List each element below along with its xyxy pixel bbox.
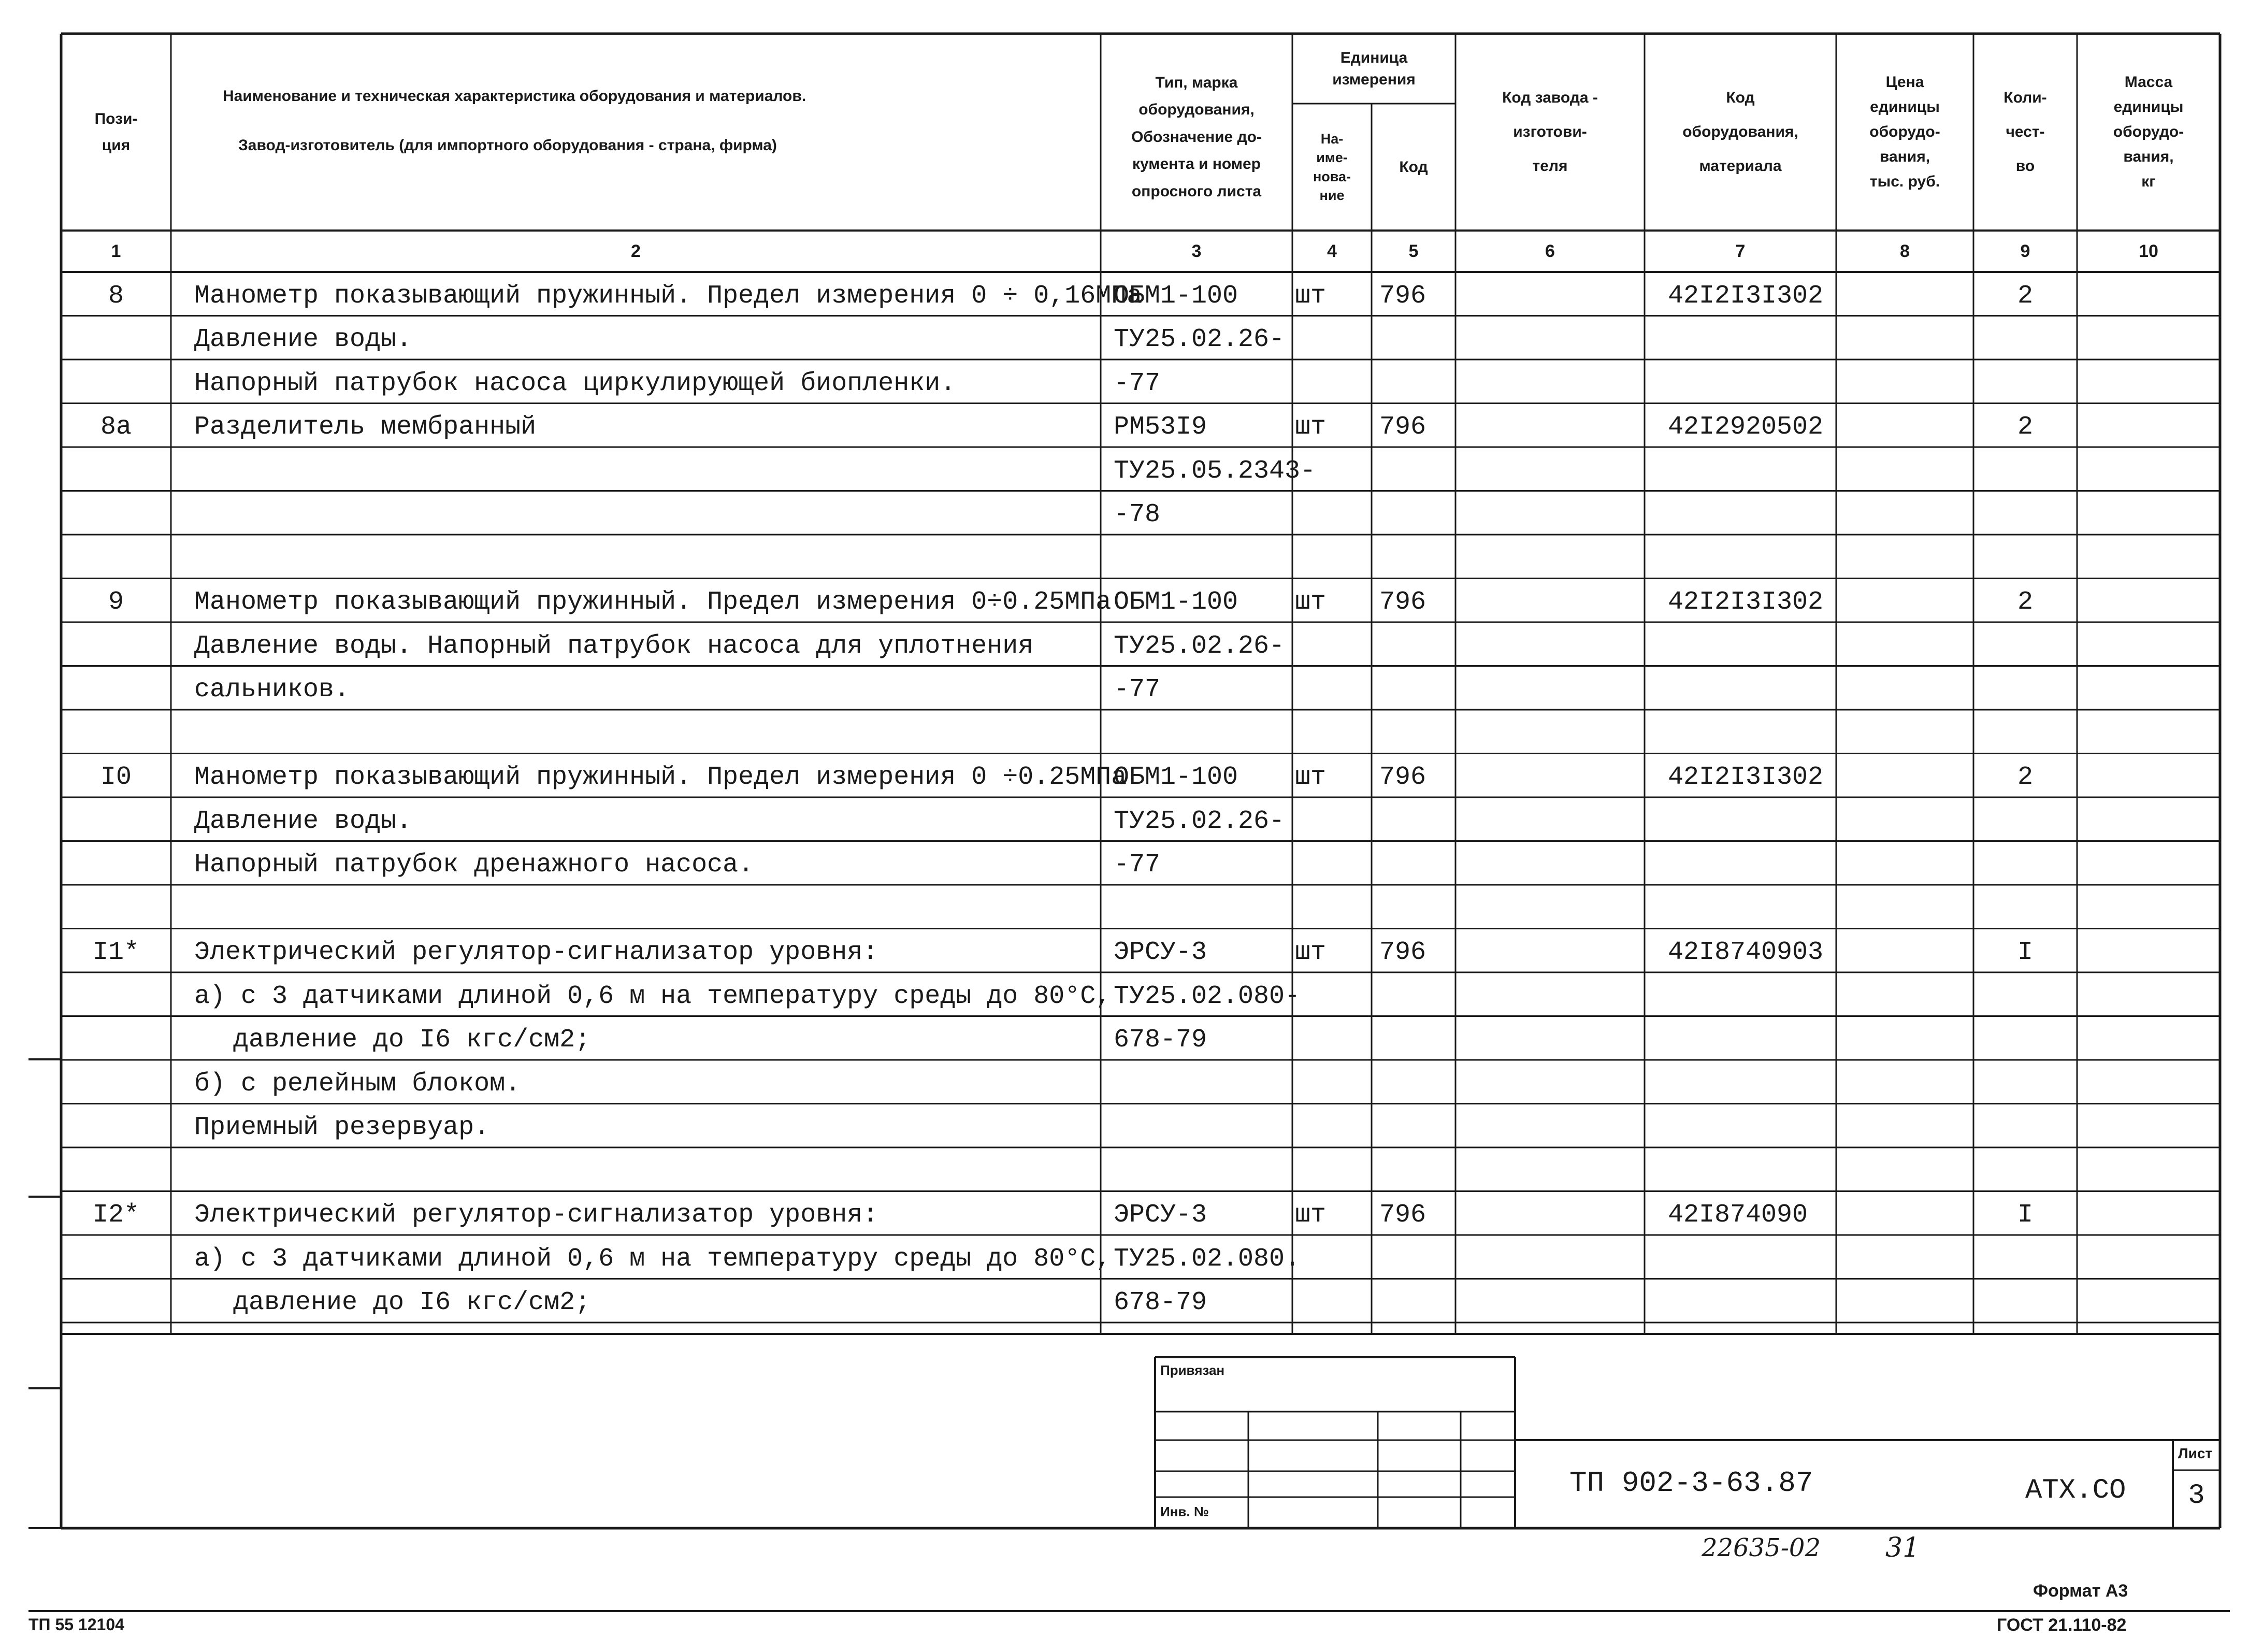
header-name: Наименование и техническая характеристика оборудования и материалов.: [223, 88, 806, 105]
row-type: ЭРСУ-3: [1114, 1200, 1207, 1230]
row-unit-code: 796: [1379, 587, 1426, 617]
row-name: Разделитель мембранный: [194, 412, 537, 442]
document-code: ТП 902-3-63.87: [1569, 1467, 1813, 1500]
header-quantity: Коли- чест- во: [2003, 89, 2047, 175]
column-number: 6: [1545, 241, 1555, 261]
row-unit-code: 796: [1379, 1200, 1426, 1230]
row-position: 8: [108, 281, 124, 311]
row-type: ТУ25.02.080-: [1114, 981, 1301, 1011]
header-equipment-code: Код оборудования, материала: [1682, 89, 1798, 175]
header-unit-code: Код: [1399, 159, 1428, 176]
column-number: 5: [1408, 241, 1419, 261]
row-quantity: 2: [2017, 281, 2033, 311]
row-name: а) с 3 датчиками длиной 0,6 м на температуру среды до 80°С,: [194, 1244, 1112, 1274]
row-type: ОБМ1-100: [1114, 763, 1238, 792]
row-position: 8а: [100, 412, 132, 442]
row-type: ТУ25.02.26-: [1114, 631, 1285, 661]
row-position: I2*: [92, 1200, 139, 1230]
header-unit-mass: Масса единицы оборудо- вания, кг: [2113, 74, 2184, 190]
row-unit: шт: [1295, 763, 1327, 792]
row-type: РМ53I9: [1114, 412, 1207, 442]
column-number: 4: [1327, 241, 1337, 261]
stamp-attached-label: Привязан: [1160, 1362, 1225, 1378]
header-unit-name: На- име- нова- ние: [1313, 131, 1351, 203]
row-unit: шт: [1295, 281, 1327, 311]
row-name: б) с релейным блоком.: [194, 1069, 521, 1099]
row-position: I1*: [92, 938, 139, 967]
stamp-inventory-label: Инв. №: [1160, 1504, 1209, 1519]
row-equipment-code: 42I2I3I302: [1668, 281, 1824, 311]
column-number: 2: [631, 241, 641, 261]
handwritten-number: 22635-02: [1702, 1533, 1821, 1562]
header-position: Пози- ция: [94, 110, 138, 154]
row-unit-code: 796: [1379, 938, 1426, 967]
row-type: -77: [1114, 850, 1161, 880]
row-name: Давление воды. Напорный патрубок насоса для уплотнения: [194, 631, 1034, 661]
row-quantity: I: [2017, 938, 2033, 967]
row-type: -78: [1114, 500, 1161, 529]
row-equipment-code: 42I874090: [1668, 1200, 1808, 1230]
header-manufacturer: Завод-изготовитель (для импортного оборудования - страна, фирма): [238, 137, 777, 154]
row-quantity: 2: [2017, 412, 2033, 442]
row-equipment-code: 42I2I3I302: [1668, 587, 1824, 617]
row-type: 678-79: [1114, 1288, 1207, 1317]
header-type: Тип, марка оборудования, Обозначение до- кумента и номер опросного листа: [1131, 74, 1262, 200]
row-name: Манометр показывающий пружинный. Предел измерения 0 ÷ 0,16МПа: [194, 281, 1143, 311]
row-type: ТУ25.02.26-: [1114, 325, 1285, 354]
row-unit-code: 796: [1379, 412, 1426, 442]
row-quantity: 2: [2017, 763, 2033, 792]
row-name: Напорный патрубок насоса циркулирующей биопленки.: [194, 368, 956, 398]
row-position: 9: [108, 587, 124, 617]
row-unit: шт: [1295, 587, 1327, 617]
column-number: 1: [111, 241, 121, 261]
header-unit-price: Цена единицы оборудо- вания, тыс. руб.: [1869, 74, 1940, 190]
row-name: Давление воды.: [194, 806, 412, 836]
row-type: ОБМ1-100: [1114, 587, 1238, 617]
sheet-label: Лист: [2178, 1445, 2213, 1461]
row-name: Напорный патрубок дренажного насоса.: [194, 850, 754, 880]
row-equipment-code: 42I2I3I302: [1668, 763, 1824, 792]
row-name: давление до I6 кгс/см2;: [233, 1025, 591, 1055]
row-unit-code: 796: [1379, 763, 1426, 792]
row-unit-code: 796: [1379, 281, 1426, 311]
column-number: 8: [1900, 241, 1910, 261]
header-unit-group: Единица измерения: [1332, 49, 1416, 88]
row-name: Приемный резервуар.: [194, 1113, 490, 1142]
format-label: Формат А3: [2033, 1581, 2128, 1601]
row-type: ЭРСУ-3: [1114, 938, 1207, 967]
row-type: ТУ25.02.080.: [1114, 1244, 1301, 1274]
row-type: ТУ25.05.2343-: [1114, 456, 1316, 486]
row-unit: шт: [1295, 1200, 1327, 1230]
row-name: Давление воды.: [194, 325, 412, 354]
row-name: Манометр показывающий пружинный. Предел измерения 0 ÷0.25МПа: [194, 763, 1127, 792]
row-quantity: I: [2017, 1200, 2033, 1230]
row-quantity: 2: [2017, 587, 2033, 617]
column-number: 10: [2139, 241, 2158, 261]
column-number: 3: [1191, 241, 1202, 261]
document-mark: АТХ.СО: [2025, 1475, 2126, 1506]
sheet-number: 3: [2188, 1480, 2205, 1512]
footer-gost: ГОСТ 21.110-82: [1997, 1615, 2127, 1635]
row-unit: шт: [1295, 412, 1327, 442]
row-unit: шт: [1295, 938, 1327, 967]
row-name: а) с 3 датчиками длиной 0,6 м на температуру среды до 80°С,: [194, 981, 1112, 1011]
row-type: ТУ25.02.26-: [1114, 806, 1285, 836]
row-position: I0: [100, 763, 132, 792]
column-number: 9: [2020, 241, 2030, 261]
row-name: Электрический регулятор-сигнализатор уровня:: [194, 1200, 878, 1230]
footer-left-code: ТП 55 12104: [28, 1615, 124, 1634]
row-equipment-code: 42I2920502: [1668, 412, 1824, 442]
row-type: ОБМ1-100: [1114, 281, 1238, 311]
row-name: Манометр показывающий пружинный. Предел измерения 0÷0.25МПа: [194, 587, 1112, 617]
column-number: 7: [1735, 241, 1746, 261]
row-name: Электрический регулятор-сигнализатор уровня:: [194, 938, 878, 967]
handwritten-page: 31: [1885, 1532, 1920, 1563]
row-type: 678-79: [1114, 1025, 1207, 1055]
row-type: -77: [1114, 675, 1161, 705]
header-manufacturer-code: Код завода - изготови- теля: [1502, 89, 1598, 175]
row-name: давление до I6 кгс/см2;: [233, 1288, 591, 1317]
row-name: сальников.: [194, 675, 350, 705]
row-equipment-code: 42I8740903: [1668, 938, 1824, 967]
row-type: -77: [1114, 368, 1161, 398]
